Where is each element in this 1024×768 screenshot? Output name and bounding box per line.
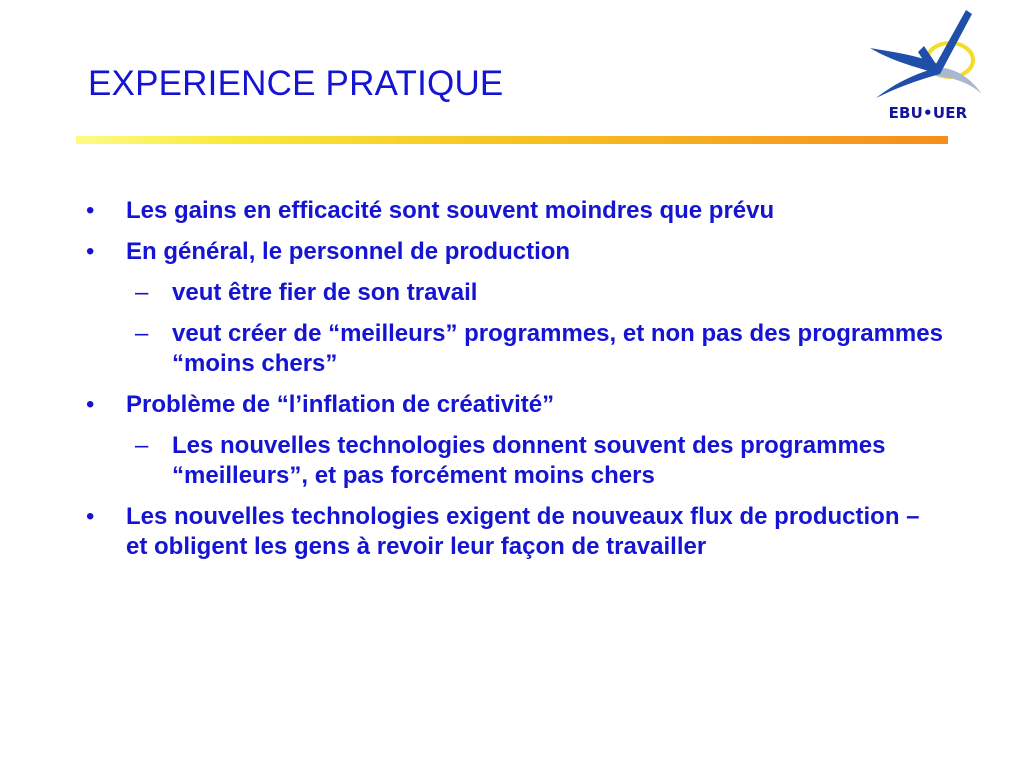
logo-text: EBU•UER bbox=[888, 104, 968, 122]
ebu-star-check-icon bbox=[862, 8, 994, 104]
title-divider bbox=[76, 136, 948, 144]
bullet-text: Les nouvelles technologies donnent souvent des programmes “meilleurs”, et pas forcément moins chers bbox=[172, 432, 886, 489]
bullet-list bbox=[86, 196, 946, 573]
dash-marker: – bbox=[135, 432, 149, 459]
bullet-marker: • bbox=[86, 391, 95, 418]
bullet-text: En général, le personnel de production bbox=[126, 238, 571, 265]
bullet-text: veut créer de “meilleurs” programmes, et non pas des programmes “moins chers” bbox=[172, 320, 943, 377]
slide-title: EXPERIENCE PRATIQUE bbox=[88, 64, 504, 103]
bullet-item bbox=[86, 196, 946, 226]
ebu-logo bbox=[862, 8, 994, 126]
bullet-marker: • bbox=[86, 238, 95, 265]
bullet-item bbox=[86, 502, 946, 562]
bullet-item bbox=[86, 237, 946, 267]
sub-bullet-item bbox=[86, 319, 946, 379]
bullet-text: veut être fier de son travail bbox=[172, 279, 478, 306]
bullet-text: Problème de “l’inflation de créativité” bbox=[126, 391, 555, 418]
bullet-marker: • bbox=[86, 197, 95, 224]
bullet-marker: • bbox=[86, 503, 95, 530]
dash-marker: – bbox=[135, 279, 149, 306]
bullet-text: Les nouvelles technologies exigent de nouveaux flux de production – et obligent les gens à revoir leur façon de travailler bbox=[126, 503, 920, 560]
bullet-item bbox=[86, 390, 946, 420]
sub-bullet-item bbox=[86, 431, 946, 491]
sub-bullet-item bbox=[86, 278, 946, 308]
dash-marker: – bbox=[135, 320, 149, 347]
bullet-text: Les gains en efficacité sont souvent moindres que prévu bbox=[126, 197, 775, 224]
